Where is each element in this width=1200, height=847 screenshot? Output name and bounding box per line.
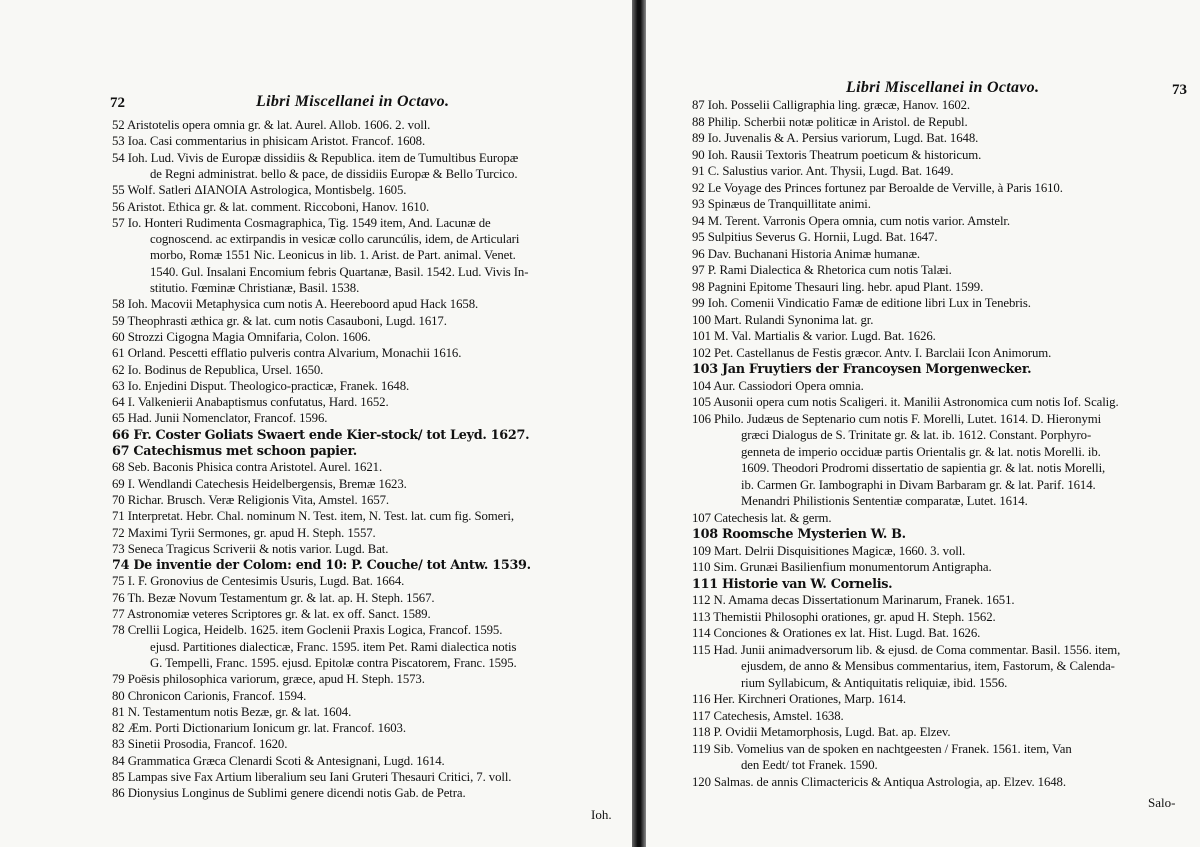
catalog-entry: 56 Aristot. Ethica gr. & lat. comment. Riccoboni, Hanov. 1610. — [112, 199, 430, 214]
right-page — [646, 0, 1200, 847]
catalog-entry-continuation: ib. Carmen Gr. Iambographi in Divam Barbaram gr. & lat. Parif. 1614. — [741, 477, 1096, 492]
catalog-entry: 57 Io. Honteri Rudimenta Cosmagraphica, Tig. 1549 item, And. Lacunæ de — [112, 215, 491, 230]
catalog-entry: 103 Jan Fruytiers der Francoysen Morgenwecker. — [692, 362, 1032, 377]
catalog-entry-continuation: 1609. Theodori Prodromi dissertatio de sapientia gr. & lat. notis Morelli, — [741, 461, 1106, 475]
catalog-entry-continuation: cognoscend. ac extirpandis in vesicæ collo caruncúlis, idem, de Articulari — [150, 232, 520, 247]
catalog-entry: 95 Sulpitius Severus G. Hornii, Lugd. Bat. 1647. — [692, 230, 938, 244]
catalog-entry: 119 Sib. Vomelius van de spoken en nachtgeesten / Franek. 1561. item, Van — [692, 741, 1072, 756]
catalog-entry: 89 Io. Juvenalis & A. Persius variorum, Lugd. Bat. 1648. — [692, 131, 979, 145]
catalog-entry-continuation: ejusd. Partitiones dialecticæ, Franc. 1595. item Pet. Rami dialectica notis — [150, 639, 517, 654]
catalog-entry: 120 Salmas. de annis Climactericis & Antiqua Astrologia, ap. Elzev. 1648. — [692, 774, 1066, 789]
catalog-entry-continuation: rium Syllabicum, & Antiquitatis reliquiæ, ibid. 1556. — [741, 675, 1008, 690]
catalog-entry: 111 Historie van W. Cornelis. — [692, 576, 893, 592]
catalog-entry-continuation: morbo, Romæ 1551 Nic. Leonicus in lib. 1. Arist. de Part. animal. Venet. — [150, 248, 516, 263]
catalog-entry: 54 Ioh. Lud. Vivis de Europæ dissidiis & Republica. item de Tumultibus Europæ — [112, 150, 519, 165]
catalog-entry: 83 Sinetii Prosodia, Francof. 1620. — [112, 737, 288, 752]
page-header: Libri Miscellanei in Octavo. — [846, 79, 1040, 96]
catalog-entry: 74 De inventie der Colom: end 10: P. Couche/ tot Antw. 1539. — [112, 558, 531, 574]
catalog-entry: 66 Fr. Coster Goliats Swaert ende Kier-stock/ tot Leyd. 1627. — [112, 427, 530, 443]
catalog-entry: 52 Aristotelis opera omnia gr. & lat. Aurel. Allob. 1606. 2. voll. — [112, 118, 431, 132]
book-gutter — [632, 0, 646, 847]
catalog-entry: 107 Catechesis lat. & germ. — [692, 510, 832, 525]
catalog-entry: 92 Le Voyage des Princes fortunez par Beroalde de Verville, à Paris 1610. — [692, 180, 1063, 195]
catchword: Salo- — [1148, 795, 1176, 810]
catalog-entry-continuation: de Regni administrat. bello & pace, de dissidiis Europæ & Bello Turcico. — [150, 166, 518, 181]
catalog-entry: 84 Grammatica Græca Clenardi Scoti & Antesignani, Lugd. 1614. — [112, 753, 445, 768]
catalog-entry: 64 I. Valkenierii Anabaptismus confutatus, Hard. 1652. — [112, 395, 389, 410]
catalog-entry: 109 Mart. Delrii Disquisitiones Magicæ, 1660. 3. voll. — [692, 543, 966, 558]
catalog-entry: 62 Io. Bodinus de Republica, Ursel. 1650. — [112, 362, 324, 377]
catalog-entry: 60 Strozzi Cigogna Magia Omnifaria, Colon. 1606. — [112, 329, 371, 344]
catalog-entry: 80 Chronicon Carionis, Francof. 1594. — [112, 688, 307, 703]
page-header: Libri Miscellanei in Octavo. — [256, 93, 450, 110]
catalog-entry-continuation: den Eedt/ tot Franek. 1590. — [741, 758, 878, 772]
catalog-entry: 76 Th. Bezæ Novum Testamentum gr. & lat. ap. H. Steph. 1567. — [112, 590, 435, 605]
catalog-entry: 91 C. Salustius varior. Ant. Thysii, Lugd. Bat. 1649. — [692, 164, 954, 178]
catalog-entry: 79 Poësis philosophica variorum, græce, apud H. Steph. 1573. — [112, 672, 425, 687]
catalog-entry: 90 Ioh. Rausii Textoris Theatrum poeticum & historicum. — [692, 147, 982, 162]
catalog-entry: 86 Dionysius Longinus de Sublimi genere dicendi notis Gab. de Petra. — [112, 786, 466, 801]
catalog-entry: 82 Æm. Porti Dictionarium Ionicum gr. lat. Francof. 1603. — [112, 721, 406, 736]
catchword: Ioh. — [591, 807, 612, 822]
catalog-entry: 85 Lampas sive Fax Artium liberalium seu Iani Gruteri Thesauri Critici, 7. voll. — [112, 770, 512, 784]
catalog-entry: 77 Astronomiæ veteres Scriptores gr. & lat. ex off. Sanct. 1589. — [112, 607, 431, 621]
catalog-entry: 100 Mart. Rulandi Synonima lat. gr. — [692, 312, 874, 327]
catalog-entry: 114 Conciones & Orationes ex lat. Hist. Lugd. Bat. 1626. — [692, 626, 981, 640]
catalog-entry: 53 Ioa. Casi commentarius in phisicam Aristot. Francof. 1608. — [112, 134, 426, 149]
catalog-entry: 112 N. Amama decas Dissertationum Marinarum, Franek. 1651. — [692, 593, 1015, 607]
catalog-entry: 97 P. Rami Dialectica & Rhetorica cum notis Talæi. — [692, 263, 952, 277]
catalog-entry-continuation: 1540. Gul. Insalani Encomium febris Quartanæ, Basil. 1542. Lud. Vivis In- — [150, 264, 529, 279]
catalog-entry: 118 P. Ovidii Metamorphosis, Lugd. Bat. ap. Elzev. — [692, 725, 951, 739]
catalog-entry-continuation: G. Tempelli, Franc. 1595. ejusd. Epitolæ contra Piscatorem, Franc. 1595. — [150, 655, 517, 670]
catalog-entry: 73 Seneca Tragicus Scriverii & notis varior. Lugd. Bat. — [112, 541, 389, 556]
catalog-entry: 93 Spinæus de Tranquillitate animi. — [692, 197, 871, 211]
catalog-entry: 110 Sim. Grunæi Basilienfium monumentorum Antigrapha. — [692, 560, 992, 574]
catalog-entry-continuation: ejusdem, de anno & Mensibus commentarius, item, Fastorum, & Calenda- — [741, 659, 1115, 673]
catalog-entry: 70 Richar. Brusch. Veræ Religionis Vita, Amstel. 1657. — [112, 492, 390, 507]
catalog-entry: 69 I. Wendlandi Catechesis Heidelbergensis, Bremæ 1623. — [112, 476, 407, 491]
catalog-entry: 65 Had. Junii Nomenclator, Francof. 1596. — [112, 411, 328, 426]
catalog-entry: 116 Her. Kirchneri Orationes, Marp. 1614. — [692, 692, 906, 706]
catalog-entry: 75 I. F. Gronovius de Centesimis Usuris, Lugd. Bat. 1664. — [112, 574, 405, 589]
catalog-entry: 115 Had. Junii animadversorum lib. & ejusd. de Coma commentar. Basil. 1556. item, — [692, 642, 1121, 657]
catalog-entry: 61 Orland. Pescetti efflatio pulveris contra Alvarium, Monachii 1616. — [112, 346, 462, 361]
catalog-entry-continuation: Menandri Philistionis Sententiæ comparatæ, Lutet. 1614. — [741, 494, 1028, 508]
catalog-entry: 72 Maximi Tyrii Sermones, gr. apud H. Steph. 1557. — [112, 525, 376, 540]
catalog-entry: 94 M. Terent. Varronis Opera omnia, cum notis varior. Amstelr. — [692, 213, 1010, 228]
catalog-entry: 102 Pet. Castellanus de Festis græcor. Antv. I. Barclaii Icon Animorum. — [692, 345, 1052, 360]
catalog-entry: 106 Philo. Judæus de Septenario cum notis F. Morelli, Lutet. 1614. D. Hieronymi — [692, 411, 1102, 426]
catalog-entry: 99 Ioh. Comenii Vindicatio Famæ de editione libri Lux in Tenebris. — [692, 296, 1031, 310]
catalog-entry: 71 Interpretat. Hebr. Chal. nominum N. Test. item, N. Test. lat. cum fig. Someri, — [112, 509, 514, 524]
page-number: 72 — [110, 95, 125, 111]
catalog-entry: 63 Io. Enjedini Disput. Theologico-practicæ, Franek. 1648. — [112, 378, 410, 393]
page-number: 73 — [1172, 82, 1187, 98]
catalog-entry: 108 Roomsche Mysterien W. B. — [692, 527, 906, 542]
catalog-entry: 113 Themistii Philosophi orationes, gr. apud H. Steph. 1562. — [692, 609, 996, 624]
catalog-entry-continuation: genneta de imperio occiduæ partis Orientalis gr. & lat. notis Morelli. ib. — [741, 444, 1101, 459]
catalog-entry: 117 Catechesis, Amstel. 1638. — [692, 708, 844, 723]
catalog-entry: 87 Ioh. Posselii Calligraphia ling. græcæ, Hanov. 1602. — [692, 98, 971, 112]
catalog-entry: 67 Catechismus met schoon papier. — [112, 444, 357, 459]
catalog-entry: 55 Wolf. Satleri ΔΙΑΝΟΙΑ Astrologica, Montisbelg. 1605. — [112, 183, 407, 198]
catalog-entry-continuation: græci Dialogus de S. Trinitate gr. & lat. ib. 1612. Constant. Porphyro- — [741, 428, 1092, 442]
catalog-entry: 104 Aur. Cassiodori Opera omnia. — [692, 378, 864, 393]
catalog-entry: 101 M. Val. Martialis & varior. Lugd. Bat. 1626. — [692, 329, 936, 343]
catalog-entry: 78 Crellii Logica, Heidelb. 1625. item Goclenii Praxis Logica, Francof. 1595. — [112, 623, 503, 638]
catalog-entry: 58 Ioh. Macovii Metaphysica cum notis A. Heereboord apud Hack 1658. — [112, 297, 479, 312]
catalog-entry: 81 N. Testamentum notis Bezæ, gr. & lat. 1604. — [112, 704, 352, 719]
catalog-entry: 105 Ausonii opera cum notis Scaligeri. it. Manilii Astronomica cum notis Iof. Scalig. — [692, 395, 1119, 409]
catalog-entry-continuation: stitutio. Fœminæ Christianæ, Basil. 1538. — [150, 281, 360, 295]
catalog-entry: 59 Theophrasti æthica gr. & lat. cum notis Casauboni, Lugd. 1617. — [112, 313, 447, 328]
catalog-entry: 88 Philip. Scherbii notæ politicæ in Aristol. de Republ. — [692, 114, 968, 129]
catalog-entry: 98 Pagnini Epitome Thesauri ling. hebr. apud Plant. 1599. — [692, 279, 984, 294]
catalog-entry: 96 Dav. Buchanani Historia Animæ humanæ. — [692, 246, 920, 261]
catalog-entry: 68 Seb. Baconis Phisica contra Aristotel. Aurel. 1621. — [112, 460, 383, 475]
